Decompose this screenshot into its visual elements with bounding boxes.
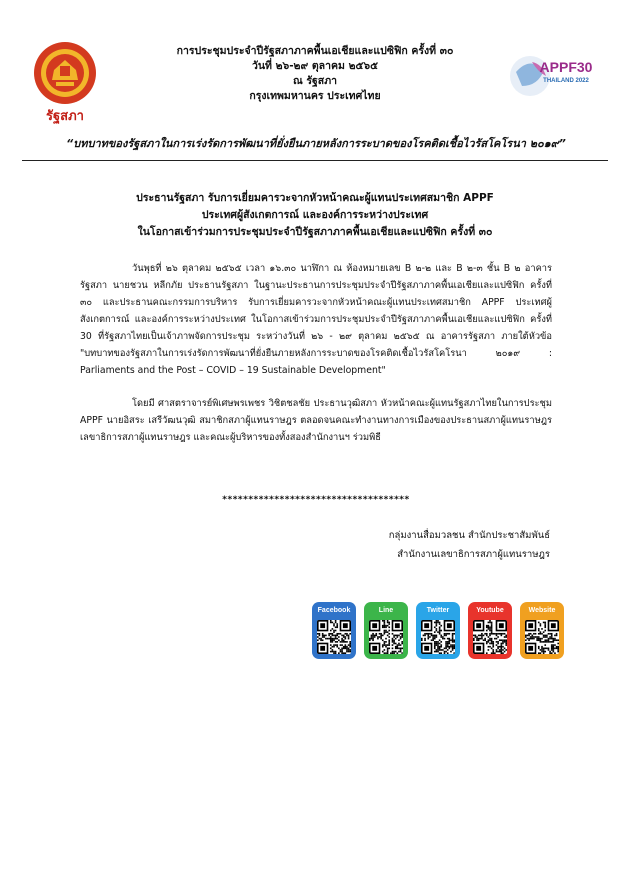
header-divider	[22, 160, 608, 161]
headline-line-3: ในโอกาสเข้าร่วมการประชุมประจำปีรัฐสภาภาคพื้นเอเชียและแปซิฟิก ครั้งที่ ๓๐	[137, 226, 493, 238]
qr-code-icon	[369, 620, 403, 654]
appf-subtitle: THAILAND 2022	[543, 78, 589, 84]
qr-card-twitter[interactable]	[416, 602, 460, 659]
qr-card-facebook[interactable]	[312, 602, 356, 659]
qr-code-row	[312, 602, 564, 659]
event-location: กรุงเทพมหานคร ประเทศไทย	[249, 90, 381, 102]
event-theme: “บทบาทของรัฐสภาในการเร่งรัดการพัฒนาที่ยั่งยืนภายหลังการระบาดของโรคติดเชื้อไวรัสโคโรนา ๒๐๑๙”	[66, 137, 566, 150]
contact-block	[300, 526, 550, 564]
qr-code-icon	[421, 620, 455, 654]
parliament-logo	[30, 40, 100, 126]
appf-title: APPF30	[539, 59, 593, 75]
qr-label: Twitter	[426, 607, 450, 614]
event-title: การประชุมประจำปีรัฐสภาภาคพื้นเอเชียและแปซิฟิก ครั้งที่ ๓๐	[176, 45, 454, 57]
qr-card-website[interactable]	[520, 602, 564, 659]
qr-code-icon	[525, 620, 559, 654]
news-body	[80, 260, 552, 446]
body-paragraph-1: วันพุธที่ ๒๖ ตุลาคม ๒๕๖๕ เวลา ๑๖.๓๐ นาฬิกา ณ ห้องหมายเลข B ๒-๒ และ B ๒-๓ ชั้น B ๒ อาคารรัฐสภา นายชวน หลีกภัย ประธานรัฐสภา ในฐานะประธานการประชุมประจำปีรัฐสภาภาคพื้นเอเชียและแปซิฟิก ครั้งที่ ๓๐ และประธานคณะกรรมการบริหาร รับการเยี่ยมคารวะจากหัวหน้าคณะผู้แทนประเทศสมาชิก APPF ประเทศผู้สังเกตการณ์ และองค์การระหว่างประเทศ ในโอกาสเข้าร่วมการประชุมประจำปีรัฐสภาภาคพื้นเอเชียและแปซิฟิก ครั้งที่ 30 ที่รัฐสภาไทยเป็นเจ้าภาพจัดการประชุม ระหว่างวันที่ ๒๖ - ๒๙ ตุลาคม ๒๕๖๕ ณ อาคารรัฐสภา ภายใต้หัวข้อ "บทบาทของรัฐสภาในการเร่งรัดการพัฒนาที่ยั่งยืนภายหลังการระบาดของโรคติดเชื้อไวรัสโคโรนา ๒๐๑๙ : Parliaments and the Post – COVID – 19 Sustainable Development"	[80, 263, 552, 376]
news-headline	[80, 190, 550, 241]
headline-line-2: ประเทศผู้สังเกตการณ์ และองค์การระหว่างประเทศ	[201, 209, 429, 221]
qr-card-youtube[interactable]	[468, 602, 512, 659]
qr-label: Website	[528, 607, 556, 614]
headline-line-1: ประธานรัฐสภา รับการเยี่ยมคารวะจากหัวหน้าคณะผู้แทนประเทศสมาชิก APPF	[136, 192, 494, 204]
event-venue: ณ รัฐสภา	[292, 75, 338, 87]
qr-label: Youtube	[476, 607, 504, 614]
contact-line-2: สำนักงานเลขาธิการสภาผู้แทนราษฎร	[397, 549, 550, 560]
logo-wordmark: รัฐสภา	[46, 109, 84, 124]
appf30-logo	[508, 42, 594, 106]
event-header	[120, 44, 510, 104]
qr-card-line[interactable]	[364, 602, 408, 659]
separator-stars: ************************************	[222, 495, 410, 505]
qr-code-icon	[317, 620, 351, 654]
qr-code-icon	[473, 620, 507, 654]
qr-label: Line	[378, 607, 394, 614]
contact-line-1: กลุ่มงานสื่อมวลชน สำนักประชาสัมพันธ์	[388, 530, 550, 541]
qr-label: Facebook	[317, 607, 351, 614]
body-paragraph-2: โดยมี ศาสตราจารย์พิเศษพรเพชร วิชิตชลชัย ประธานวุฒิสภา หัวหน้าคณะผู้แทนรัฐสภาไทยในการประชุม APPF นายอิสระ เสรีวัฒนวุฒิ สมาชิกสภาผู้แทนราษฎร ตลอดจนคณะทำงานทางการเมืองของประธานสภาผู้แทนราษฎร เลขาธิการสภาผู้แทนราษฎร และคณะผู้บริหารของทั้งสองสำนักงานฯ ร่วมพิธี	[80, 398, 552, 443]
event-date: วันที่ ๒๖-๒๙ ตุลาคม ๒๕๖๕	[251, 60, 379, 72]
